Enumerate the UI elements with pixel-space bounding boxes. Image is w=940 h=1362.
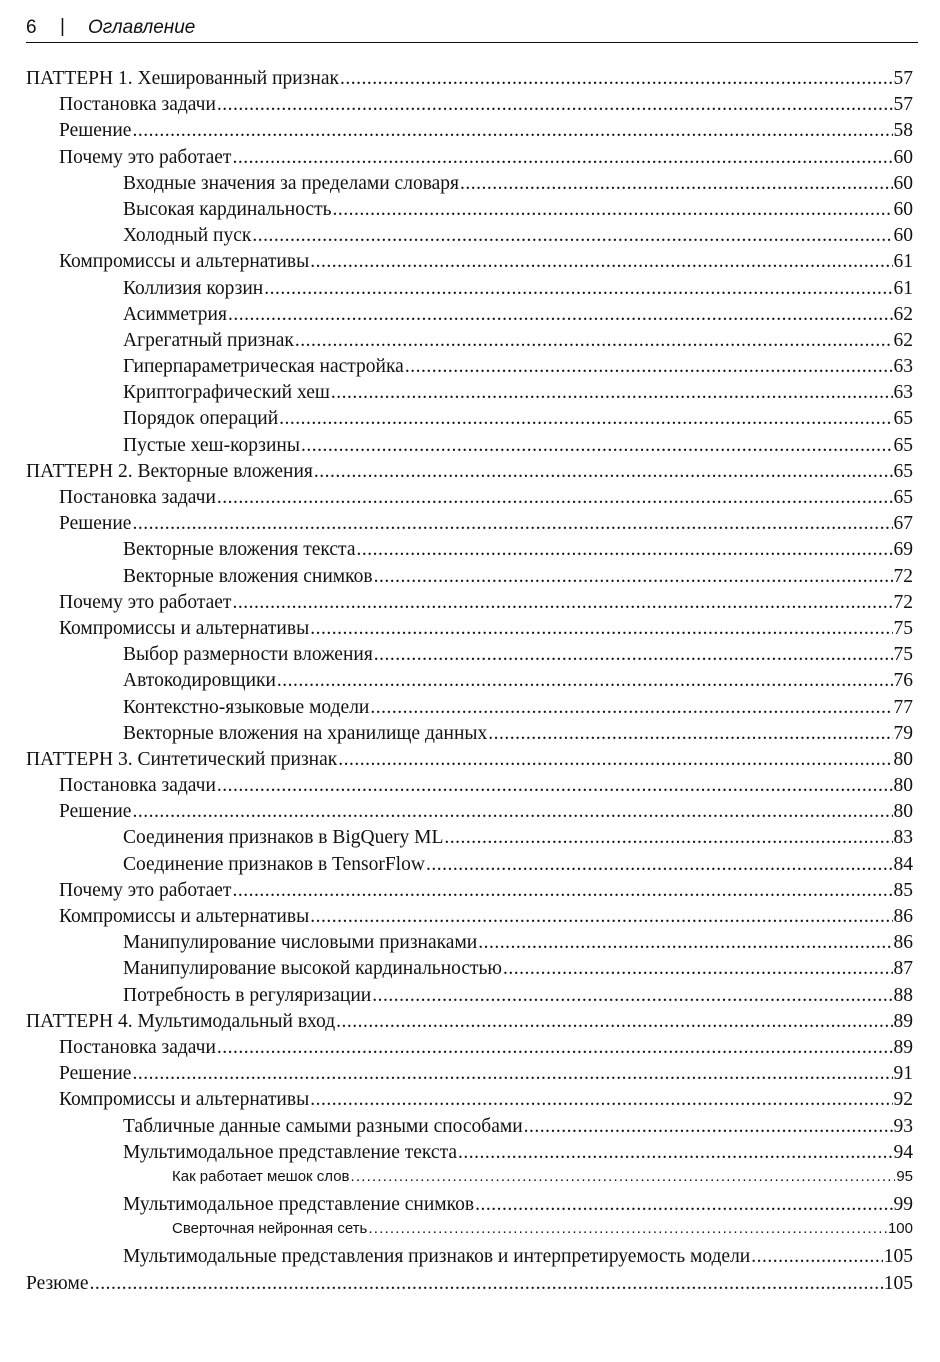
toc-entry: [26, 854, 913, 880]
toc-entry-title: Решение: [59, 513, 132, 535]
toc-entry-title: Почему это работает: [59, 146, 232, 168]
toc-entry-page: 87: [893, 958, 913, 980]
toc-entry-title: Компромиссы и альтернативы: [59, 617, 310, 639]
toc-entry-page: 84: [893, 853, 913, 875]
toc-entry: [26, 697, 913, 723]
toc-entry: [26, 906, 913, 932]
toc-entry-title: Мультимодальное представление текста: [123, 1141, 457, 1163]
toc-entry-page: 89: [893, 1036, 913, 1058]
toc-entry: [26, 1089, 913, 1115]
dot-leader: [374, 566, 893, 588]
dot-leader: [478, 932, 892, 954]
toc-entry-page: 89: [893, 1010, 913, 1032]
toc-entry-page: 80: [893, 748, 913, 770]
dot-leader: [458, 1142, 893, 1164]
dot-leader: [475, 1194, 892, 1216]
toc-entry: [26, 513, 913, 539]
toc-entry-title: Контекстно-языковые модели: [123, 696, 370, 718]
toc-entry-title: Гиперпараметрическая настройка: [123, 356, 404, 378]
toc-entry-title: Решение: [59, 120, 132, 142]
toc-entry-title: Коллизия корзин: [123, 277, 264, 299]
toc-entry-title: Табличные данные самыми разными способами: [123, 1115, 523, 1137]
toc-entry-page: 69: [893, 539, 913, 561]
toc-entry-title: Асимметрия: [123, 303, 227, 325]
toc-entry-title: Высокая кардинальность: [123, 198, 332, 220]
dot-leader: [374, 644, 893, 666]
dot-leader: [217, 94, 893, 116]
toc-entry-page: 99: [893, 1194, 913, 1216]
toc-entry: [26, 1246, 913, 1272]
toc-entry-page: 72: [893, 591, 913, 613]
toc-entry-title: ПАТТЕРН 2. Векторные вложения: [26, 460, 313, 482]
toc-entry-title: Компромиссы и альтернативы: [59, 906, 310, 927]
dot-leader: [252, 225, 892, 247]
toc-entry-page: 93: [893, 1115, 913, 1137]
toc-entry-page: 61: [893, 277, 913, 299]
header-title: Оглавление: [88, 17, 196, 38]
dot-leader: [279, 408, 892, 430]
toc-entry-title: ПАТТЕРН 1. Хешированный признак: [26, 68, 339, 89]
dot-leader: [426, 854, 893, 876]
dot-leader: [232, 592, 892, 614]
dot-leader: [405, 356, 893, 378]
toc-entry: [26, 827, 913, 853]
page-number: 6: [26, 17, 37, 38]
toc-entry-page: 77: [893, 696, 913, 718]
dot-leader: [217, 775, 893, 797]
toc-entry-title: Мультимодальные представления признаков и интерпретируемость модели: [123, 1246, 751, 1268]
toc-entry: [26, 775, 913, 801]
toc-entry: [26, 592, 913, 618]
toc-entry: [26, 749, 913, 775]
toc-entry-page: 95: [896, 1167, 913, 1185]
toc-entry-title: Порядок операций: [123, 408, 279, 430]
toc-entry: [26, 958, 913, 984]
toc-entry-page: 80: [893, 775, 913, 797]
toc-entry-page: 65: [893, 408, 913, 430]
toc-entry-title: Соединения признаков в BigQuery ML: [123, 827, 444, 849]
toc-entry-page: 83: [893, 827, 913, 849]
toc-entry: [26, 173, 913, 199]
toc-entry: [26, 68, 913, 94]
toc-entry-page: 86: [893, 906, 913, 927]
toc-entry-page: 57: [893, 68, 913, 89]
toc-entry: [26, 382, 913, 408]
toc-entry-title: Решение: [59, 1063, 132, 1085]
dot-leader: [310, 1089, 892, 1111]
toc-entry: [26, 1116, 913, 1142]
toc-entry-title: Потребность в регуляризации: [123, 984, 372, 1006]
toc-entry: [26, 1063, 913, 1089]
dot-leader: [132, 1063, 892, 1085]
toc-entry-page: 105: [883, 1272, 913, 1294]
toc-entry-title: Сверточная нейронная сеть: [172, 1220, 368, 1238]
toc-entry-title: Резюме: [26, 1272, 89, 1294]
toc-entry-title: Мультимодальное представление снимков: [123, 1194, 475, 1216]
toc-entry-page: 62: [893, 329, 913, 351]
toc-entry-page: 61: [893, 251, 913, 273]
toc-entry-title: Решение: [59, 801, 132, 823]
toc-entry-page: 79: [893, 722, 913, 744]
dot-leader: [310, 906, 892, 928]
toc-entry-page: 57: [893, 94, 913, 116]
dot-leader: [751, 1246, 883, 1268]
toc-entry-page: 58: [893, 120, 913, 142]
dot-leader: [356, 539, 892, 561]
toc-entry-page: 65: [893, 434, 913, 456]
dot-leader: [132, 120, 892, 142]
toc-entry-title: Автокодировщики: [123, 670, 276, 692]
toc-entry: [26, 304, 913, 330]
toc-entry-page: 75: [893, 644, 913, 666]
toc-entry-title: Манипулирование высокой кардинальностью: [123, 958, 503, 980]
toc-entry: [26, 461, 913, 487]
dot-leader: [351, 1168, 896, 1185]
dot-leader: [444, 827, 892, 849]
toc-entry-title: Пустые хеш-корзины: [123, 434, 300, 456]
dot-leader: [232, 880, 892, 902]
toc-entry-page: 94: [893, 1141, 913, 1163]
toc-entry: [26, 487, 913, 513]
toc-entry: [26, 251, 913, 277]
dot-leader: [217, 487, 893, 509]
toc-entry-title: Выбор размерности вложения: [123, 644, 373, 666]
toc-entry: [26, 539, 913, 565]
toc-entry: [26, 932, 913, 958]
toc-entry-page: 88: [893, 984, 913, 1006]
toc-entry-title: Векторные вложения снимков: [123, 565, 373, 587]
toc-entry: [26, 278, 913, 304]
toc-entry-page: 80: [893, 801, 913, 823]
dot-leader: [460, 173, 892, 195]
toc-entry: [26, 356, 913, 382]
dot-leader: [370, 697, 892, 719]
toc-entry-page: 63: [893, 356, 913, 378]
toc-entry: [26, 723, 913, 749]
toc-entry-page: 67: [893, 513, 913, 535]
toc-entry-title: Криптографический хеш: [123, 382, 330, 404]
dot-leader: [331, 382, 893, 404]
toc-entry: [26, 199, 913, 225]
dot-leader: [132, 801, 892, 823]
toc-entry-page: 63: [893, 382, 913, 404]
toc-entry: [26, 1220, 913, 1246]
toc-entry-page: 92: [893, 1089, 913, 1111]
toc-entry-title: Почему это работает: [59, 879, 232, 901]
dot-leader: [338, 749, 892, 771]
toc-entry: [26, 1168, 913, 1194]
dot-leader: [524, 1116, 893, 1138]
toc-entry-page: 62: [893, 303, 913, 325]
toc-entry-page: 75: [893, 617, 913, 639]
toc-entry-title: ПАТТЕРН 3. Синтетический признак: [26, 748, 338, 770]
dot-leader: [503, 958, 892, 980]
toc-entry-page: 60: [893, 198, 913, 220]
dot-leader: [228, 304, 893, 326]
dot-leader: [372, 985, 892, 1007]
toc-entry-title: Входные значения за пределами словаря: [123, 172, 460, 194]
dot-leader: [132, 513, 892, 535]
toc-entry-title: Почему это работает: [59, 591, 232, 613]
toc-entry: [26, 566, 913, 592]
toc-entry-page: 100: [887, 1220, 913, 1238]
toc-entry: [26, 120, 913, 146]
toc-entry-page: 91: [893, 1063, 913, 1085]
dot-leader: [301, 435, 893, 457]
dot-leader: [310, 618, 892, 640]
dot-leader: [277, 670, 893, 692]
toc-entry: [26, 801, 913, 827]
toc-entry-title: ПАТТЕРН 4. Мультимодальный вход: [26, 1010, 336, 1032]
toc-entry-page: 72: [893, 565, 913, 587]
toc-entry: [26, 1037, 913, 1063]
toc-entry-title: Компромиссы и альтернативы: [59, 1089, 310, 1111]
toc-entry-page: 76: [893, 670, 913, 692]
toc-entry-title: Постановка задачи: [59, 94, 216, 116]
toc-entry-title: Постановка задачи: [59, 487, 216, 508]
toc-entry-title: Манипулирование числовыми признаками: [123, 932, 478, 954]
toc-entry: [26, 1142, 913, 1168]
toc-entry-title: Векторные вложения на хранилище данных: [123, 722, 488, 744]
toc-entry: [26, 880, 913, 906]
toc-entry: [26, 1194, 913, 1220]
toc-entry-title: Холодный пуск: [123, 225, 252, 247]
table-of-contents: [26, 68, 913, 1299]
toc-entry-title: Компромиссы и альтернативы: [59, 251, 310, 273]
dot-leader: [90, 1273, 883, 1295]
header-separator: |: [60, 16, 65, 37]
toc-entry-title: Постановка задачи: [59, 1036, 216, 1058]
dot-leader: [488, 723, 892, 745]
running-header: [26, 14, 918, 43]
toc-entry: [26, 644, 913, 670]
toc-entry-page: 85: [893, 879, 913, 901]
toc-entry: [26, 225, 913, 251]
toc-entry-title: Как работает мешок слов: [172, 1167, 350, 1185]
toc-entry-page: 60: [893, 225, 913, 247]
dot-leader: [232, 147, 892, 169]
toc-entry-title: Постановка задачи: [59, 775, 216, 797]
toc-entry-title: Агрегатный признак: [123, 329, 294, 351]
dot-leader: [295, 330, 893, 352]
toc-entry-page: 60: [893, 146, 913, 168]
toc-entry: [26, 1011, 913, 1037]
toc-entry: [26, 435, 913, 461]
dot-leader: [314, 461, 893, 483]
dot-leader: [336, 1011, 892, 1033]
toc-entry: [26, 408, 913, 434]
dot-leader: [217, 1037, 893, 1059]
toc-entry: [26, 985, 913, 1011]
toc-entry-page: 60: [893, 172, 913, 194]
toc-entry-title: Векторные вложения текста: [123, 539, 356, 561]
toc-entry-page: 65: [893, 460, 913, 482]
toc-entry: [26, 1273, 913, 1299]
dot-leader: [333, 199, 893, 221]
toc-entry-page: 86: [893, 932, 913, 954]
toc-entry-page: 65: [893, 487, 913, 508]
toc-entry: [26, 147, 913, 173]
dot-leader: [310, 251, 892, 273]
dot-leader: [368, 1220, 887, 1237]
toc-entry: [26, 330, 913, 356]
toc-entry: [26, 94, 913, 120]
toc-entry: [26, 618, 913, 644]
toc-entry-title: Соединение признаков в TensorFlow: [123, 853, 425, 875]
dot-leader: [264, 278, 892, 300]
dot-leader: [340, 68, 893, 90]
toc-entry: [26, 670, 913, 696]
toc-entry-page: 105: [883, 1246, 913, 1268]
